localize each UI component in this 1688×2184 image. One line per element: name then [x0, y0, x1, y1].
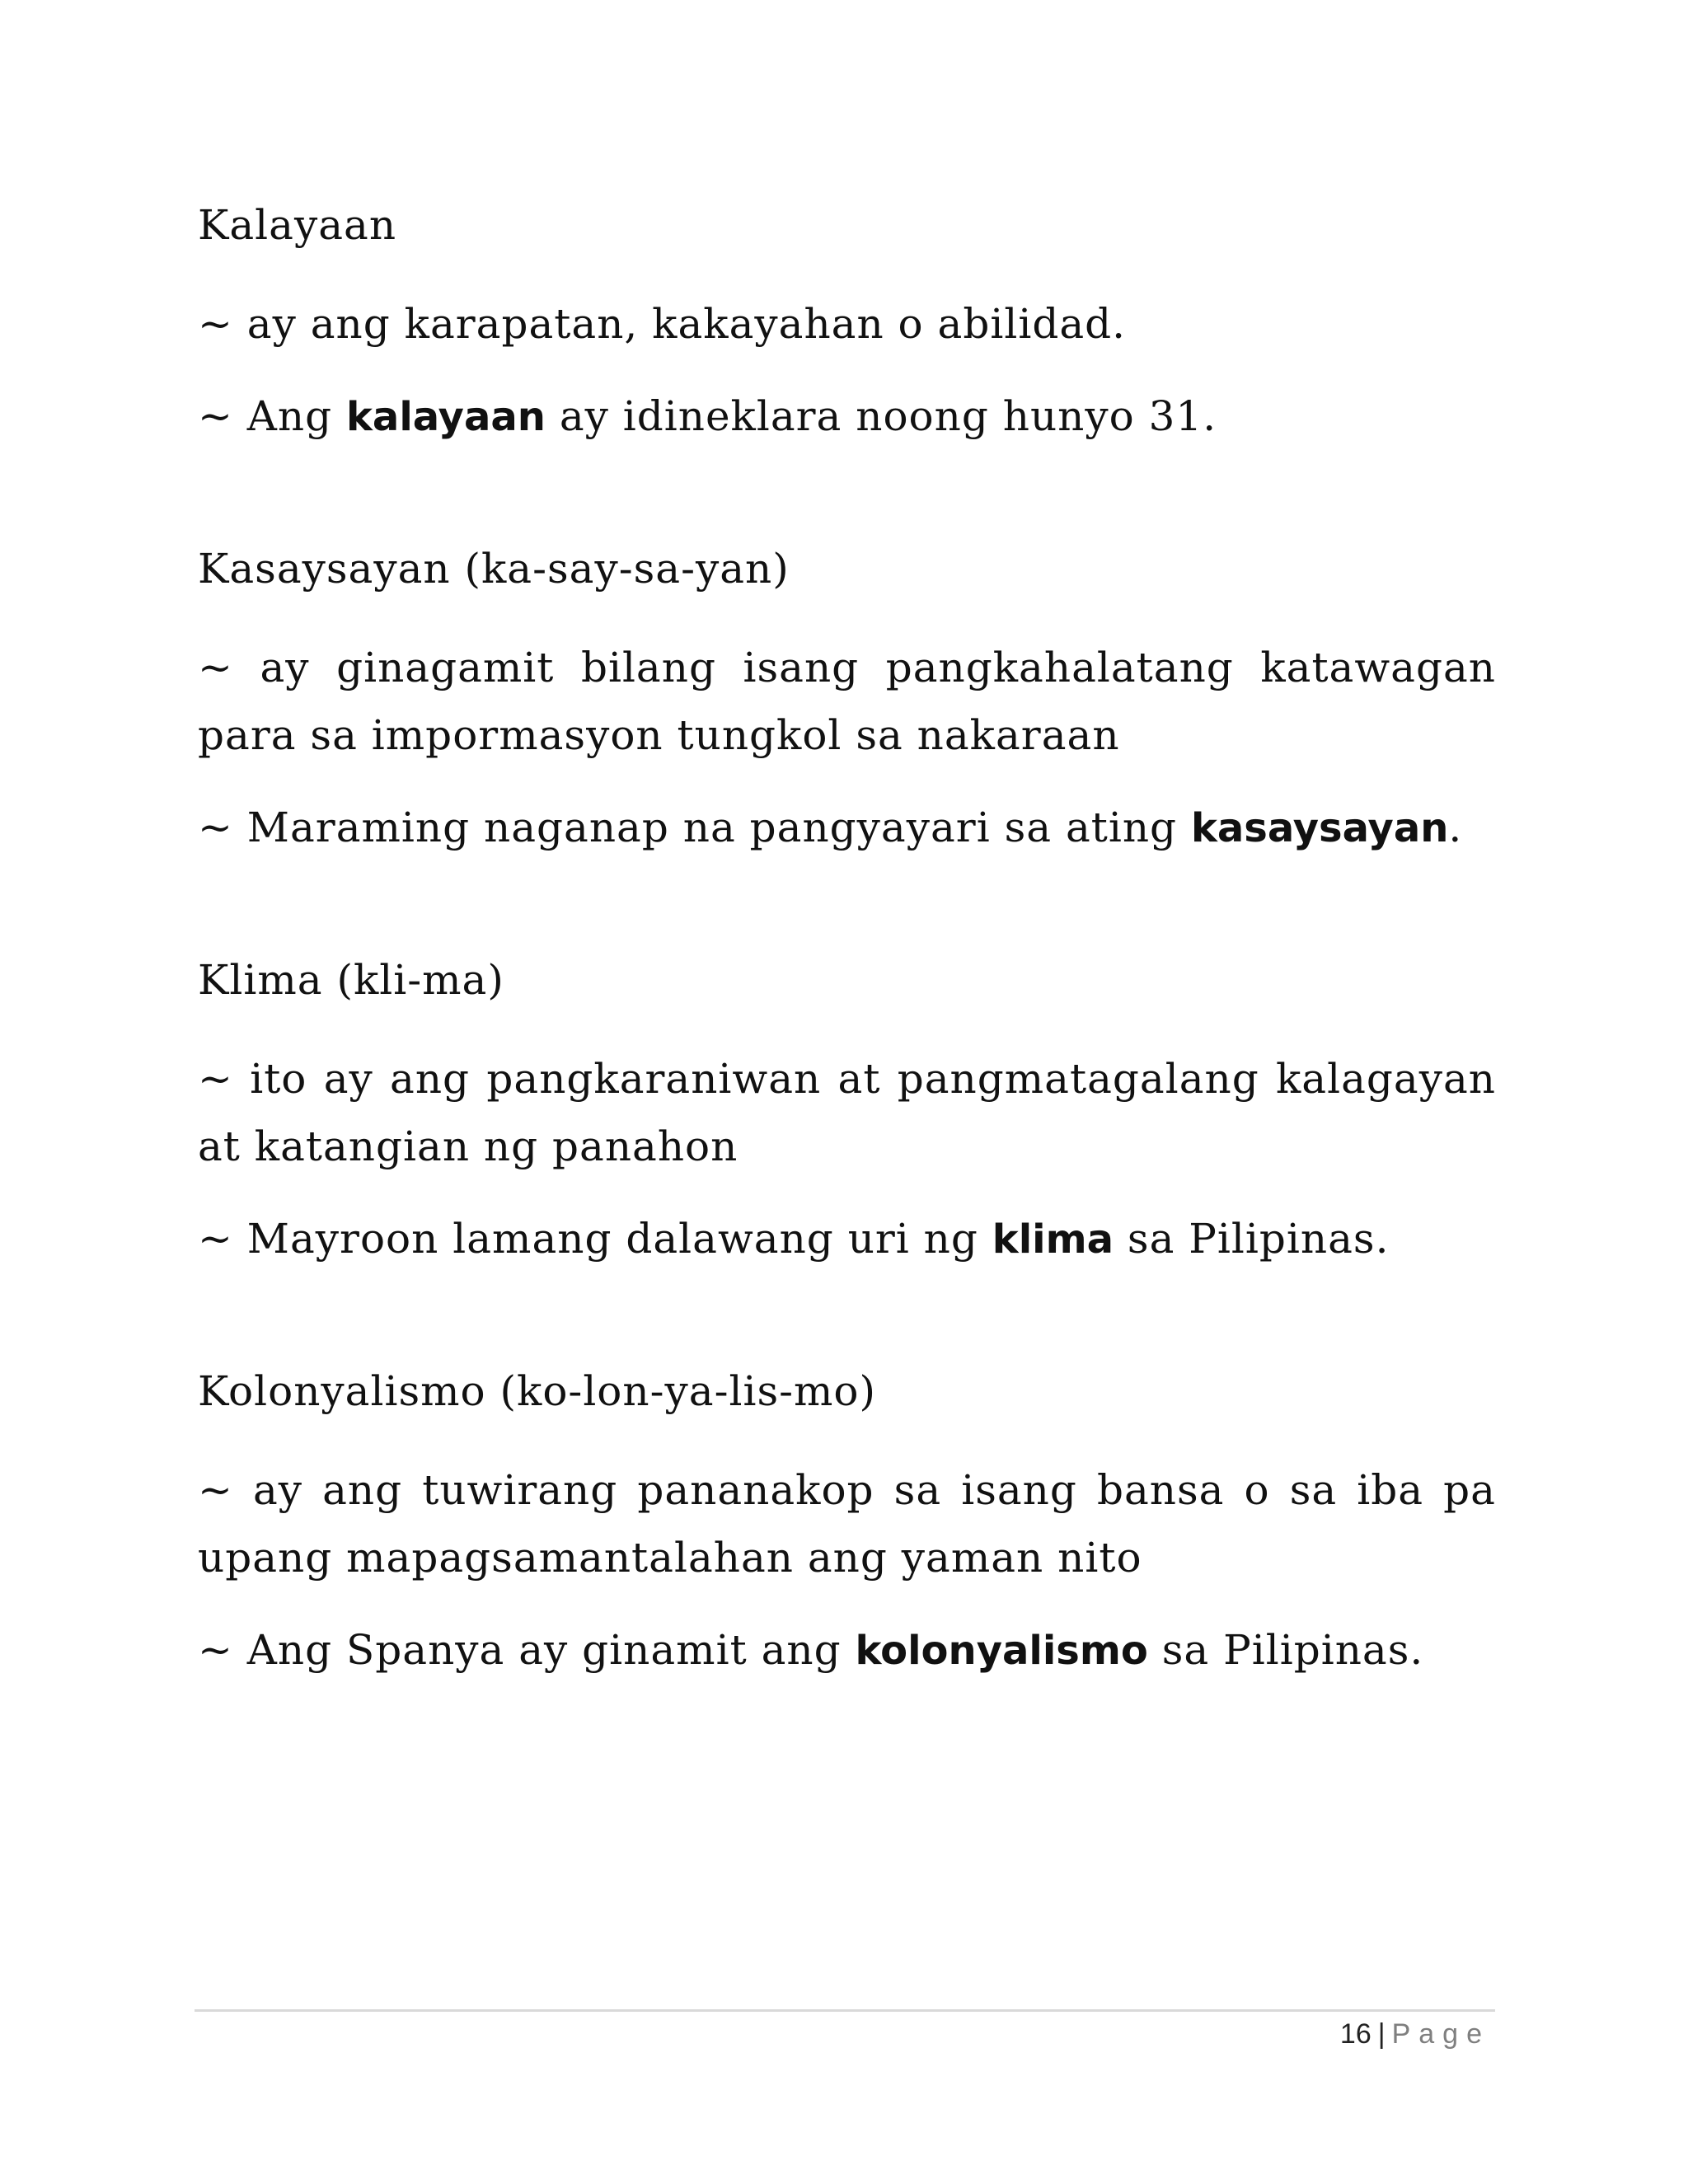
example-text-before: ~ Ang Spanya ay ginamit ang — [198, 1626, 856, 1674]
example-text-before: ~ Ang — [198, 392, 346, 440]
entry-term: Klima (kli-ma) — [198, 956, 504, 1004]
example-text-before: ~ Mayroon lamang dalawang uri ng — [198, 1215, 992, 1263]
page-number: 16 — [1339, 2018, 1372, 2050]
glossary-entry-kalayaan — [198, 198, 1496, 451]
example-text-after: ay idineklara noong hunyo 31. — [545, 392, 1217, 440]
example-keyword: klima — [992, 1216, 1114, 1263]
glossary-entry-klima — [198, 953, 1496, 1273]
entry-example — [198, 382, 1496, 451]
example-text-after: . — [1448, 804, 1463, 851]
example-keyword: kasaysayan — [1190, 805, 1449, 851]
glossary-entry-kasaysayan — [198, 541, 1496, 862]
footer-divider — [195, 2009, 1495, 2012]
footer-separator: | — [1377, 2018, 1386, 2050]
example-text-before: ~ Maraming naganap na pangyayari sa ating — [198, 804, 1191, 851]
glossary-content — [198, 198, 1496, 1775]
entry-definition: ~ ay ang karapatan, kakayahan o abilidad. — [198, 300, 1127, 348]
entry-example — [198, 1616, 1496, 1685]
entry-example — [198, 794, 1496, 862]
example-keyword: kolonyalismo — [855, 1628, 1148, 1674]
page-footer — [1340, 2014, 1490, 2054]
entry-term: Kolonyalismo (ko-lon-ya-lis-mo) — [198, 1367, 877, 1415]
entry-term: Kalayaan — [198, 201, 397, 249]
example-text-after: sa Pilipinas. — [1114, 1215, 1390, 1263]
entry-definition: ~ ay ang tuwirang pananakop sa isang bansa o sa iba pa upang mapagsamantalahan ang yaman nito — [198, 1466, 1496, 1582]
example-keyword: kalayaan — [346, 394, 546, 440]
page-label: Page — [1391, 2018, 1490, 2050]
example-text-after: sa Pilipinas. — [1147, 1626, 1424, 1674]
entry-definition: ~ ay ginagamit bilang isang pangkahalatang katawagan para sa impormasyon tungkol sa nakaraan — [198, 644, 1496, 759]
entry-definition: ~ ito ay ang pangkaraniwan at pangmatagalang kalagayan at katangian ng panahon — [198, 1055, 1496, 1170]
entry-example — [198, 1205, 1496, 1273]
glossary-entry-kolonyalismo — [198, 1364, 1496, 1685]
entry-term: Kasaysayan (ka-say-sa-yan) — [198, 545, 790, 593]
